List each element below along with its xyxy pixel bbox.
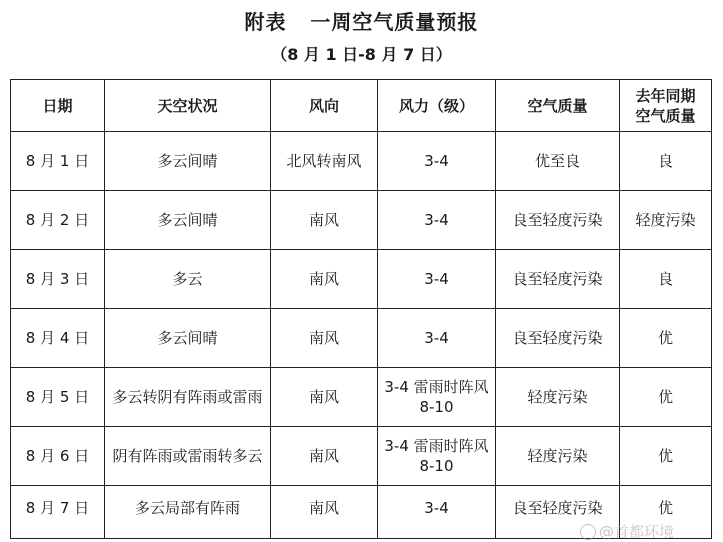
cell-date: 8 月 5 日 (11, 368, 105, 427)
cell-wind-direction: 南风 (271, 250, 378, 309)
cell-sky: 多云局部有阵雨 (105, 486, 271, 539)
cell-sky: 多云间晴 (105, 132, 271, 191)
cell-last-year: 良 (620, 250, 712, 309)
date-range-subtitle: （8 月 1 日-8 月 7 日） (271, 45, 452, 64)
cell-date: 8 月 4 日 (11, 309, 105, 368)
cell-date: 8 月 1 日 (11, 132, 105, 191)
cell-wind-force: 3-4 (378, 191, 496, 250)
header-wind-force: 风力（级） (378, 80, 496, 132)
cell-air-quality: 良至轻度污染 (496, 191, 620, 250)
cell-date: 8 月 7 日 (11, 486, 105, 539)
cell-last-year: 优 (620, 427, 712, 486)
header-wind-direction: 风向 (271, 80, 378, 132)
cell-wind-force: 3-4 (378, 250, 496, 309)
table-header-row (11, 80, 712, 132)
cell-date: 8 月 2 日 (11, 191, 105, 250)
cell-last-year: 优 (620, 486, 712, 539)
cell-wind-direction: 南风 (271, 486, 378, 539)
page-title: 附表 一周空气质量预报 (244, 10, 479, 34)
cell-sky: 多云转阴有阵雨或雷雨 (105, 368, 271, 427)
cell-air-quality: 良至轻度污染 (496, 486, 620, 539)
cell-wind-force: 3-4 雷雨时阵风 8-10 (378, 368, 496, 427)
cell-date: 8 月 6 日 (11, 427, 105, 486)
weibo-watermark (580, 522, 715, 542)
table-row (11, 427, 712, 486)
cell-air-quality: 轻度污染 (496, 427, 620, 486)
table-row (11, 250, 712, 309)
header-last-year: 去年同期 空气质量 (620, 80, 712, 132)
cell-wind-direction: 南风 (271, 191, 378, 250)
cell-wind-direction: 北风转南风 (271, 132, 378, 191)
table-row (11, 191, 712, 250)
header-air-quality: 空气质量 (496, 80, 620, 132)
cell-sky: 多云 (105, 250, 271, 309)
cell-air-quality: 轻度污染 (496, 368, 620, 427)
cell-wind-direction: 南风 (271, 427, 378, 486)
header-sky: 天空状况 (105, 80, 271, 132)
table-row (11, 368, 712, 427)
table-row (11, 132, 712, 191)
cell-air-quality: 良至轻度污染 (496, 309, 620, 368)
watermark-text: @首都环境 (599, 523, 675, 541)
table-row (11, 309, 712, 368)
cell-air-quality: 优至良 (496, 132, 620, 191)
cell-sky: 多云间晴 (105, 191, 271, 250)
cell-wind-direction: 南风 (271, 309, 378, 368)
cell-date: 8 月 3 日 (11, 250, 105, 309)
cell-wind-force: 3-4 (378, 486, 496, 539)
cell-wind-force: 3-4 (378, 309, 496, 368)
header-date: 日期 (11, 80, 105, 132)
cell-wind-force: 3-4 (378, 132, 496, 191)
cell-sky: 多云间晴 (105, 309, 271, 368)
cell-sky: 阴有阵雨或雷雨转多云 (105, 427, 271, 486)
cell-last-year: 优 (620, 309, 712, 368)
cell-air-quality: 良至轻度污染 (496, 250, 620, 309)
cell-last-year: 轻度污染 (620, 191, 712, 250)
cell-last-year: 良 (620, 132, 712, 191)
forecast-table (10, 79, 712, 539)
cell-wind-direction: 南风 (271, 368, 378, 427)
cell-wind-force: 3-4 雷雨时阵风 8-10 (378, 427, 496, 486)
cell-last-year: 优 (620, 368, 712, 427)
weibo-logo-icon (580, 524, 596, 540)
